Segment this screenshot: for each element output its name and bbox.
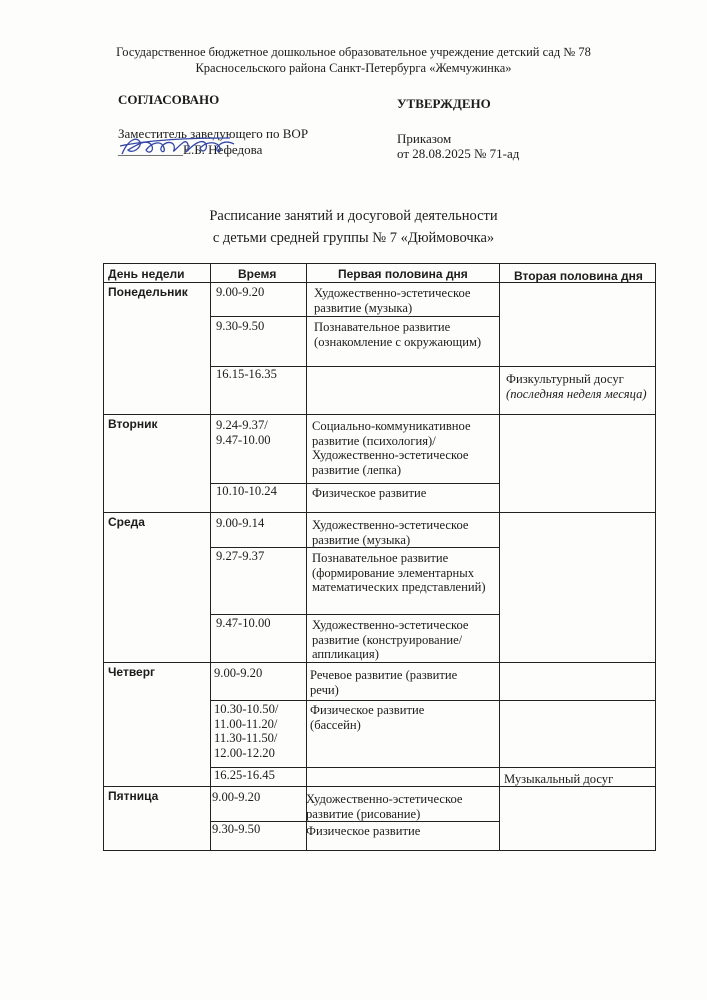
table-row-first: Художественно-эстетическое развитие (рисование) [306, 792, 463, 821]
table-row-first: Художественно-эстетическое развитие (конструирование/ аппликация) [312, 618, 469, 661]
table-row-first: Речевое развитие (развитие речи) [310, 668, 458, 697]
table-row-second: Физкультурный досуг [506, 372, 624, 386]
table-row-first: Физическое развитие (бассейн) [310, 703, 425, 732]
table-row-second-note: (последняя неделя месяца) [506, 387, 647, 401]
institution-name-line1: Государственное бюджетное дошкольное образовательное учреждение детский сад № 78 [116, 45, 591, 59]
day-tuesday: Вторник [108, 417, 158, 431]
approved-left-signature-line: __________Е.Б. Нефедова [118, 142, 263, 157]
document-title-line1: Расписание занятий и досуговой деятельности [209, 208, 498, 224]
col-header-second-half: Вторая половина дня [514, 269, 643, 283]
table-row-first: Познавательное развитие (ознакомление с окружающим) [314, 320, 482, 349]
approved-left-title: СОГЛАСОВАНО [118, 92, 220, 107]
approved-right-order: Приказом [397, 131, 452, 146]
approved-right-date: от 28.08.2025 № 71-ад [397, 146, 520, 161]
table-row-time: 9.00-9.14 [216, 516, 265, 530]
table-row-time: 16.25-16.45 [214, 768, 275, 782]
table-row-first: Социально-коммуникативное развитие (психология)/ Художественно-эстетическое развитие (лепка) [312, 419, 471, 477]
col-header-day: День недели [108, 267, 185, 281]
table-row-time: 9.00-9.20 [216, 285, 265, 299]
day-thursday: Четверг [108, 665, 156, 679]
col-header-first-half: Первая половина дня [338, 267, 468, 281]
table-row-time: 9.00-9.20 [214, 666, 263, 680]
table-row-time: 9.47-10.00 [216, 616, 271, 630]
day-monday: Понедельник [108, 285, 188, 299]
table-row-time: 16.15-16.35 [216, 367, 277, 381]
table-row-first: Физическое развитие [306, 824, 421, 838]
table-row-time: 9.30-9.50 [212, 822, 261, 836]
table-row-first: Художественно-эстетическое развитие (музыка) [314, 286, 471, 315]
table-row-time: 9.00-9.20 [212, 790, 261, 804]
day-friday: Пятница [108, 789, 159, 803]
table-row-first: Физическое развитие [312, 486, 427, 500]
approved-left-position: Заместитель заведующего по ВОР [118, 126, 309, 141]
table-row-first: Познавательное развитие (формирование элементарных математических представлений) [312, 551, 486, 594]
handwritten-signature [118, 132, 238, 160]
approved-right-title: УТВЕРЖДЕНО [397, 96, 491, 111]
table-row-second: Музыкальный досуг [504, 772, 614, 786]
table-row-time: 9.30-9.50 [216, 319, 265, 333]
table-row-first: Художественно-эстетическое развитие (музыка) [312, 518, 469, 547]
col-header-time: Время [238, 267, 277, 281]
document-title-line2: с детьми средней группы № 7 «Дюймовочка» [212, 230, 495, 246]
table-row-time: 9.24-9.37/ 9.47-10.00 [216, 418, 271, 447]
table-row-time: 10.10-10.24 [216, 484, 277, 498]
day-wednesday: Среда [108, 515, 145, 529]
table-row-time: 10.30-10.50/ 11.00-11.20/ 11.30-11.50/ 12.00-12.20 [214, 702, 279, 760]
table-row-time: 9.27-9.37 [216, 549, 265, 563]
institution-name-line2: Красносельского района Санкт-Петербурга «Жемчужинка» [195, 61, 512, 75]
